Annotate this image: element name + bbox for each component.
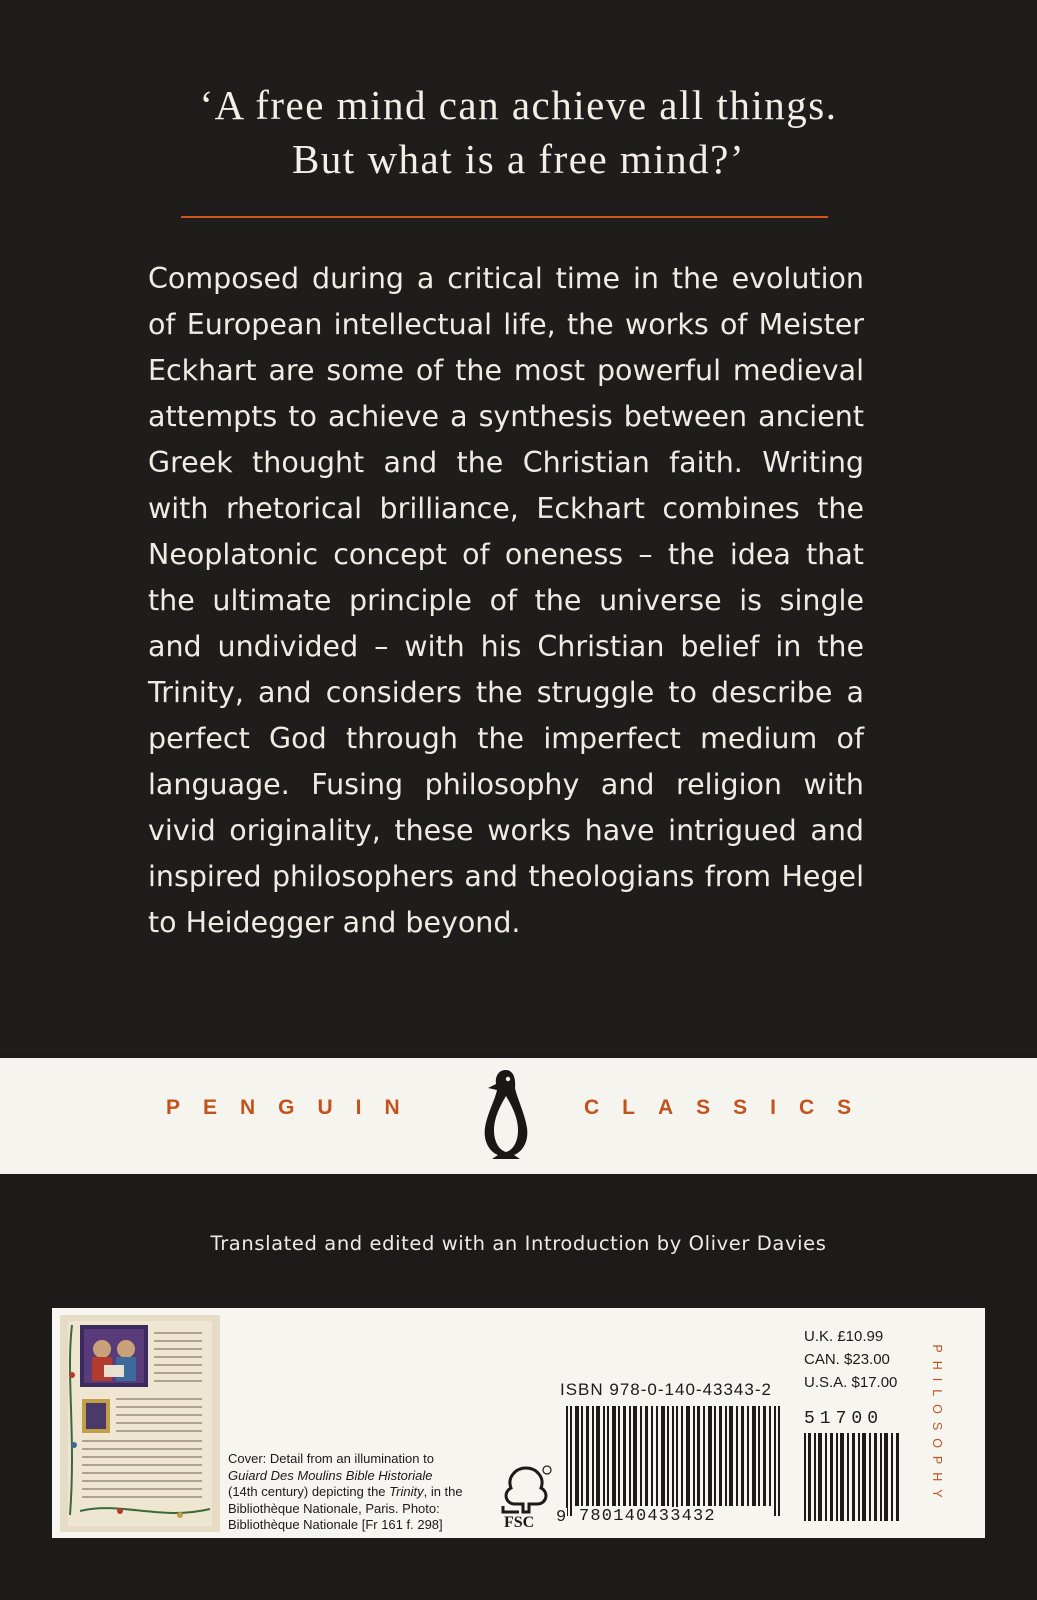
series-name-right: CLASSICS xyxy=(584,1096,875,1119)
blurb-line: Greek thought and the Christian faith. Writing xyxy=(148,446,864,479)
price-usa: U.S.A. $17.00 xyxy=(804,1374,898,1391)
blurb-line: inspired philosophers and theologians from Hegel xyxy=(148,860,864,893)
cover-credit xyxy=(228,1451,488,1534)
barcode-lead-digit: 9 xyxy=(556,1508,567,1527)
blurb-line: to Heidegger and beyond. xyxy=(148,906,521,939)
price-addon-number: 51700 xyxy=(804,1409,884,1429)
blurb-line: perfect God through the imperfect medium of xyxy=(148,722,864,755)
blurb-line: vivid originality, these works have intrigued and xyxy=(148,814,864,847)
category-label: PHILOSOPHY xyxy=(930,1344,944,1506)
quote-line-1: ‘A free mind can achieve all things. xyxy=(199,82,838,128)
blurb-line: attempts to achieve a synthesis between ancient xyxy=(148,400,864,433)
blurb-line: with rhetorical brilliance, Eckhart combines the xyxy=(148,492,864,525)
credit-text: , in the xyxy=(423,1484,463,1499)
blurb-line: of European intellectual life, the works of Meister xyxy=(148,308,864,341)
blurb-line: Eckhart are some of the most powerful medieval xyxy=(148,354,864,387)
isbn-text: ISBN 978-0-140-43343-2 xyxy=(560,1380,772,1399)
credit-line: Bibliothèque Nationale [Fr 161 f. 298] xyxy=(228,1517,443,1532)
manuscript-illumination-image xyxy=(60,1315,220,1532)
isbn-barcode xyxy=(566,1406,786,1516)
fsc-label: FSC xyxy=(504,1514,535,1531)
penguin-logo-icon xyxy=(478,1066,534,1164)
category-label-container xyxy=(925,1325,949,1525)
barcode-digits: 780140433432 xyxy=(579,1507,716,1526)
blurb-line: and undivided – with his Christian belief in the xyxy=(148,630,864,663)
blurb-text xyxy=(148,256,864,946)
price-can: CAN. $23.00 xyxy=(804,1351,890,1368)
credit-line: Cover: Detail from an illumination to xyxy=(228,1451,434,1466)
credit-subject-italic: Trinity xyxy=(389,1484,424,1499)
blurb-line: Trinity, and considers the struggle to describe a xyxy=(148,676,864,709)
blurb-line: the ultimate principle of the universe is single xyxy=(148,584,864,617)
quote-line-2: But what is a free mind?’ xyxy=(291,136,746,182)
price-uk: U.K. £10.99 xyxy=(804,1328,884,1345)
pull-quote xyxy=(0,78,1037,186)
credit-title-italic: Guiard Des Moulins Bible Historiale xyxy=(228,1467,433,1483)
credit-line: Bibliothèque Nationale, Paris. Photo: xyxy=(228,1500,440,1516)
price-addon-barcode xyxy=(804,1425,904,1521)
blurb-line: Neoplatonic concept of oneness – the idea that xyxy=(148,538,864,571)
credit-text: (14th century) depicting the xyxy=(228,1484,390,1499)
divider-rule xyxy=(181,216,828,218)
blurb-line: language. Fusing philosophy and religion with xyxy=(148,768,864,801)
series-name-left: PENGUIN xyxy=(166,1096,423,1119)
translator-credit: Translated and edited with an Introduction by Oliver Davies xyxy=(210,1232,827,1255)
price-list xyxy=(804,1325,897,1394)
blurb-line: Composed during a critical time in the evolution xyxy=(148,262,864,295)
